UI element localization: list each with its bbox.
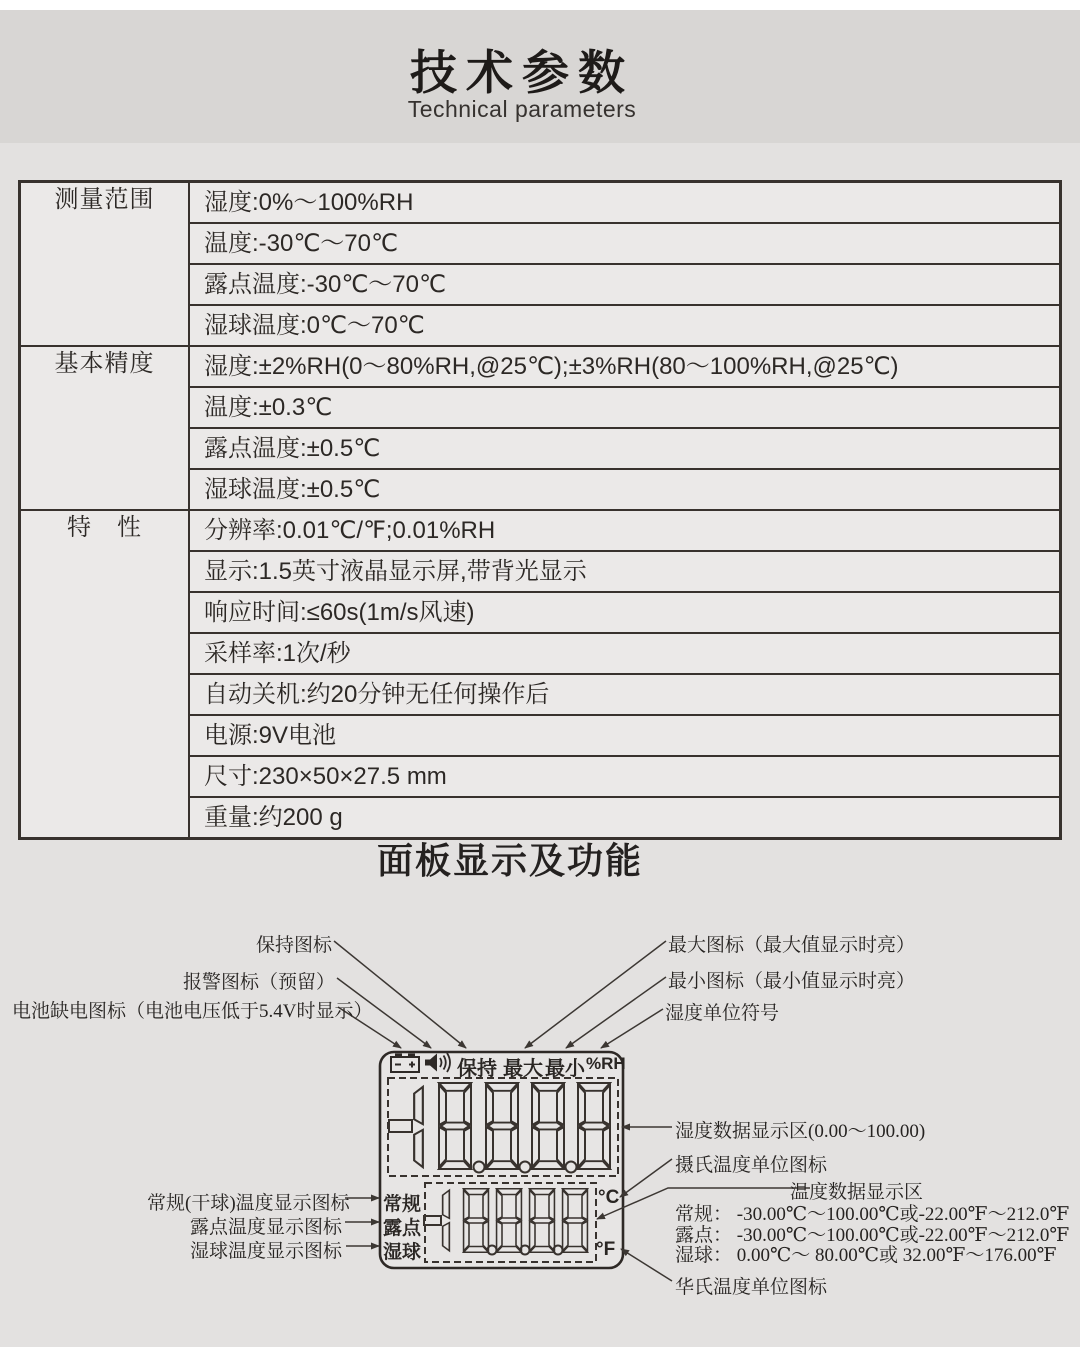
leader-celsius xyxy=(620,1159,672,1197)
spec-cell: 自动关机:约20分钟无任何操作后 xyxy=(189,674,1061,715)
callout-wet-temp-icon: 湿球温度显示图标 xyxy=(189,1241,342,1262)
spec-cell: 温度:-30℃～70℃ xyxy=(189,223,1061,264)
callout-battery-icon: 电池缺电图标（电池电压低于5.4V时显示） xyxy=(12,1001,373,1022)
spec-cell: 露点温度:-30℃～70℃ xyxy=(189,264,1061,305)
lcd-dew-row-label: 露点 xyxy=(383,1218,422,1239)
spec-cell: 电源:9V电池 xyxy=(189,715,1061,756)
lcd-rh-unit-label: %RH xyxy=(586,1054,626,1073)
spec-cell: 重量:约200 g xyxy=(189,797,1061,839)
callout-normal-temp-icon: 常规(干球)温度显示图标 xyxy=(147,1193,350,1214)
callout-humidity-area: 湿度数据显示区(0.00～100.00) xyxy=(675,1121,926,1142)
callout-min-icon: 最小图标（最小值显示时亮） xyxy=(668,971,916,992)
spec-cell: 响应时间:≤60s(1m/s风速) xyxy=(189,592,1061,633)
spec-cell: 分辨率:0.01℃/℉;0.01%RH xyxy=(189,510,1061,551)
group-label-range: 测量范围 xyxy=(20,182,190,347)
leader-fahrenheit xyxy=(621,1249,672,1281)
spec-cell: 露点温度:±0.5℃ xyxy=(189,428,1061,469)
page-title: 技术参数 xyxy=(410,46,634,99)
callout-max-icon: 最大图标（最大值显示时亮） xyxy=(668,935,916,956)
leader-rh-unit xyxy=(601,1009,663,1048)
group-label-features: 特 性 xyxy=(20,510,190,839)
section-title-panel: 面板显示及功能 xyxy=(376,840,643,881)
spec-cell: 湿度:0%～100%RH xyxy=(189,182,1061,224)
spec-cell: 尺寸:230×50×27.5 mm xyxy=(189,756,1061,797)
callout-hold-icon: 保持图标 xyxy=(255,935,332,956)
spec-cell: 温度:±0.3℃ xyxy=(189,387,1061,428)
lcd-hold-label: 保持 xyxy=(457,1058,497,1080)
spec-cell: 采样率:1次/秒 xyxy=(189,633,1061,674)
group-label-accuracy: 基本精度 xyxy=(20,346,190,510)
leader-min xyxy=(566,977,666,1048)
lcd-celsius-symbol: °C xyxy=(598,1187,620,1208)
callout-celsius-icon: 摄氏温度单位图标 xyxy=(675,1155,828,1176)
temp-range-normal: 常规： -30.00℃～100.00℃或-22.00℉～212.0℉ xyxy=(675,1204,1070,1225)
page-subtitle: Technical parameters xyxy=(407,96,637,122)
callout-dew-temp-icon: 露点温度显示图标 xyxy=(189,1217,342,1238)
lcd-max-label: 最大 xyxy=(503,1058,543,1080)
callout-fahrenheit-icon: 华氏温度单位图标 xyxy=(675,1277,828,1298)
spec-cell: 湿球温度:±0.5℃ xyxy=(189,469,1061,510)
callout-temp-area: 温度数据显示区 xyxy=(790,1182,924,1203)
temp-range-wet: 湿球： 0.00℃～ 80.00℃或 32.00℉～176.00℉ xyxy=(675,1245,1057,1266)
lcd-normal-row-label: 常规 xyxy=(383,1194,422,1215)
temp-range-dew: 露点： -30.00℃～100.00℃或-22.00℉～212.0℉ xyxy=(675,1225,1070,1246)
lcd-min-label: 最小 xyxy=(545,1058,585,1080)
lcd-wet-row-label: 湿球 xyxy=(383,1242,422,1263)
spec-cell: 显示:1.5英寸液晶显示屏,带背光显示 xyxy=(189,551,1061,592)
spec-cell: 湿球温度:0℃～70℃ xyxy=(189,305,1061,346)
callout-alarm-icon: 报警图标（预留） xyxy=(182,972,335,993)
spec-cell: 湿度:±2%RH(0～80%RH,@25℃);±3%RH(80～100%RH,@25℃) xyxy=(189,346,1061,387)
callout-humidity-unit: 湿度单位符号 xyxy=(665,1003,780,1024)
leader-max xyxy=(525,941,666,1048)
lcd-fahrenheit-symbol: °F xyxy=(596,1239,616,1260)
leader-hold xyxy=(334,941,466,1048)
